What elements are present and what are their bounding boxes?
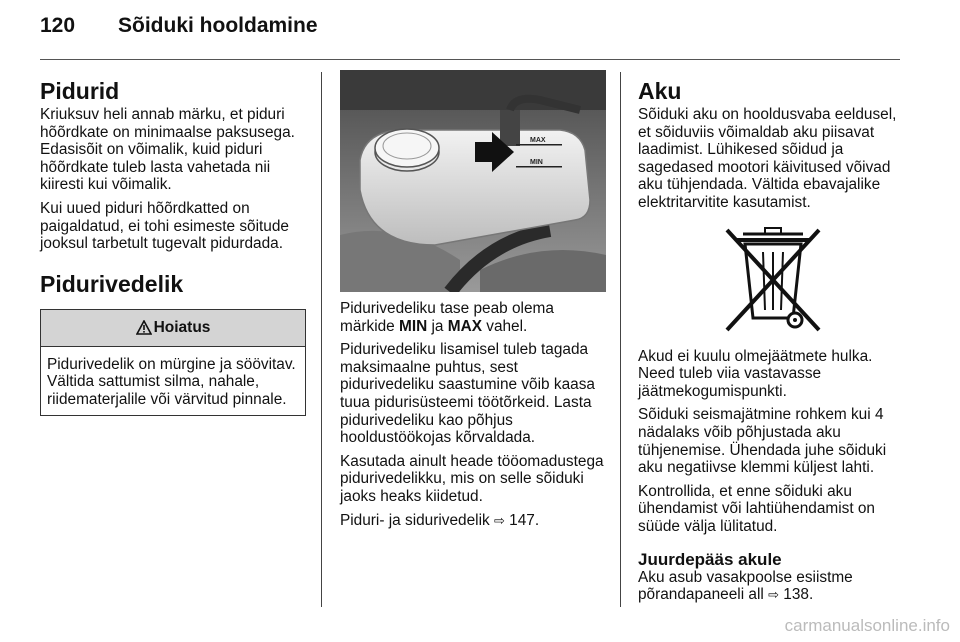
- fluid-level-paragraph: Pidurivedeliku tase peab olema märkide MIN ja MAX vahel.: [340, 300, 554, 335]
- column-2: [340, 70, 606, 535]
- battery-page-reference[interactable]: 138.: [783, 586, 814, 604]
- fluid-paragraph-2: Pidurivedeliku lisamisel tuleb tagada maksimaalne puhtus, sest pidurivedeliku saastumine võib kaasa tuua pidurisüsteemi töötõrkeid. Lasta pidurivedeliku kao põhjus hooldustöökojas kõrvaldada.: [340, 341, 595, 447]
- brakes-paragraph-2: Kui uued piduri hõõrdkatted on paigaldatud, ei tohi esimeste sõitude jooksul tarbetult tugevalt pidurdada.: [40, 199, 289, 253]
- header-divider: [40, 59, 900, 60]
- heading-battery: Aku: [638, 78, 682, 104]
- arrow-right-icon: ⇨: [493, 512, 505, 528]
- battery-paragraph-3: Sõiduki seismajätmine rohkem kui 4 nädalaks võib põhjustada aku tühjenemise. Ühendada juhe sõiduki aku negatiivse klemmi küljest lahti.: [638, 406, 887, 477]
- page-number: 120: [40, 14, 76, 37]
- fluid-paragraph-3: Kasutada ainult heade tööomadustega pidurivedelikku, mis on selle sõiduki jaoks heaks kiidetud.: [340, 452, 604, 505]
- heading-battery-access: Juurdepääs akule: [638, 549, 782, 569]
- min-label: MIN: [399, 317, 428, 335]
- battery-paragraph-1: Sõiduki aku on hooldusvaba eeldusel, et sõiduviis võimaldab aku piisavat laadimist. Lühikesed sõidud ja sagedased mootori käivitused võivad aku tühjendada. Vältida ebavajalike elektritarvitite kasutamist.: [638, 106, 897, 211]
- warning-text: Pidurivedelik on mürgine ja söövitav. Vältida sattumist silma, nahale, riidematerjalile või värvitud pinnale.: [47, 355, 296, 408]
- battery-paragraph-2: Akud ei kuulu olmejäätmete hulka. Need tuleb viia vastavasse jäätmekogumispunkti.: [638, 347, 873, 400]
- brakes-paragraph-1: Kriuksuv heli annab märku, et piduri hõõrdkate on minimaalse paksusega. Edasisõit on võimalik, kuid piduri hõõrdkate tuleb lasta vahetada nii kiiresti kui võimalik.: [40, 106, 295, 194]
- brake-fluid-reservoir-image: [340, 70, 606, 292]
- warning-header: [41, 310, 305, 347]
- column-3: [638, 70, 908, 610]
- heading-brakes: Pidurid: [40, 78, 120, 104]
- fluid-reference-paragraph: Piduri- ja sidurivedelik ⇨ 147.: [340, 511, 540, 529]
- column-1: [40, 70, 306, 416]
- warning-title: Hoiatus: [153, 318, 211, 336]
- crossed-bin-icon: [713, 226, 833, 336]
- page-title: Sõiduki hooldamine: [118, 14, 318, 37]
- column-divider-1: [321, 72, 322, 607]
- photo-min-label: MIN: [530, 159, 543, 166]
- fluid-page-reference[interactable]: 147.: [509, 511, 540, 529]
- photo-max-label: MAX: [530, 137, 546, 144]
- arrow-right-icon: ⇨: [768, 587, 779, 603]
- column-divider-2: [620, 72, 621, 607]
- max-label: MAX: [447, 317, 482, 335]
- battery-access-paragraph: Aku asub vasakpoolse esiistme põrandapaneeli all ⇨ 138.: [638, 568, 853, 604]
- heading-brake-fluid: Pidurivedelik: [40, 270, 184, 297]
- battery-paragraph-4: Kontrollida, et enne sõiduki aku ühendamist või lahtiühendamist on süüde välja lülitatud.: [638, 482, 875, 535]
- warning-triangle-icon: [136, 320, 152, 335]
- watermark-url: carmanualsonline.info: [784, 616, 950, 635]
- warning-box: [40, 309, 306, 416]
- page-header: [40, 14, 900, 46]
